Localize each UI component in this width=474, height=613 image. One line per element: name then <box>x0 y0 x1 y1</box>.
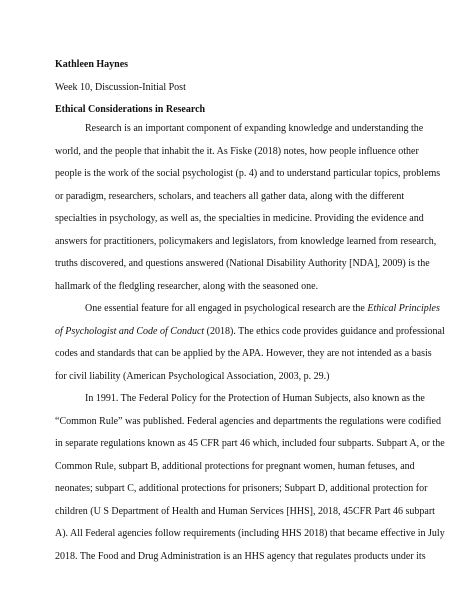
italic-title: of Psychologist and Code of Conduct <box>55 325 205 337</box>
paragraph-line: specialties in psychology, as well as, the specialties in medicine. Providing the evidence and <box>55 213 424 224</box>
document-title: Ethical Considerations in Research <box>55 104 206 115</box>
paragraph-line: in separate regulations known as 45 CFR part 46 which, included four subparts. Subpart A, or the <box>55 438 445 449</box>
paragraph-2 <box>55 298 445 388</box>
paragraph-text: One essential feature for all engaged in psychological research are the <box>85 303 368 314</box>
paragraph-line: neonates; subpart C, additional protections for prisoners; Subpart D, additional protection for <box>55 483 428 494</box>
paragraph-line <box>55 321 445 344</box>
paragraph-line: or paradigm, researchers, scholars, and teachers all gather data, along with the different <box>55 190 405 202</box>
paragraph-line: answers for practitioners, policymakers and legislators, from knowledge learned from research, <box>55 235 437 247</box>
paragraph-line: In 1991. The Federal Policy for the Protection of Human Subjects, also known as the <box>85 393 425 404</box>
document-body <box>55 118 445 568</box>
paragraph-line <box>55 298 440 321</box>
paragraph-line: for civil liability (American Psychological Association, 2003, p. 29.) <box>55 370 330 382</box>
italic-title: Ethical Principles <box>367 303 440 314</box>
paragraph-line: Research is an important component of expanding knowledge and understanding the <box>85 123 424 134</box>
paragraph-line: truths discovered, and questions answered (National Disability Authority [NDA], 2009) is the <box>55 258 430 269</box>
course-line: Week 10, Discussion-Initial Post <box>55 82 186 93</box>
paragraph-text: (2018). The ethics code provides guidance and professional <box>204 325 445 337</box>
paragraph-line: hallmark of the fledgling researcher, along with the seasoned one. <box>55 280 319 292</box>
paragraph-line: Common Rule, subpart B, additional protections for pregnant women, human fetuses, and <box>55 460 415 472</box>
paragraph-line: world, and the people that inhabit the it. As Fiske (2018) notes, how people influence other <box>55 145 419 157</box>
paragraph-line: children (U S Department of Health and Human Services [HHS], 2018, 45CFR Part 46 subpart <box>55 505 435 517</box>
author-name: Kathleen Haynes <box>55 59 129 70</box>
paragraph-line: codes and standards that can be applied by the APA. However, they are not intended as a basis <box>55 348 432 359</box>
paragraph-line: “Common Rule” was published. Federal agencies and departments the regulations were codified <box>55 415 441 427</box>
paragraph-line: A). All Federal agencies follow requirements (including HHS 2018) that became effective in July <box>55 528 445 539</box>
paragraph-3 <box>55 388 445 568</box>
paragraph-line: people is the work of the social psychologist (p. 4) and to understand particular topics, problems <box>55 168 441 179</box>
paragraph-1 <box>55 118 441 298</box>
paragraph-line: 2018. The Food and Drug Administration is an HHS agency that regulates products under its <box>55 550 426 562</box>
